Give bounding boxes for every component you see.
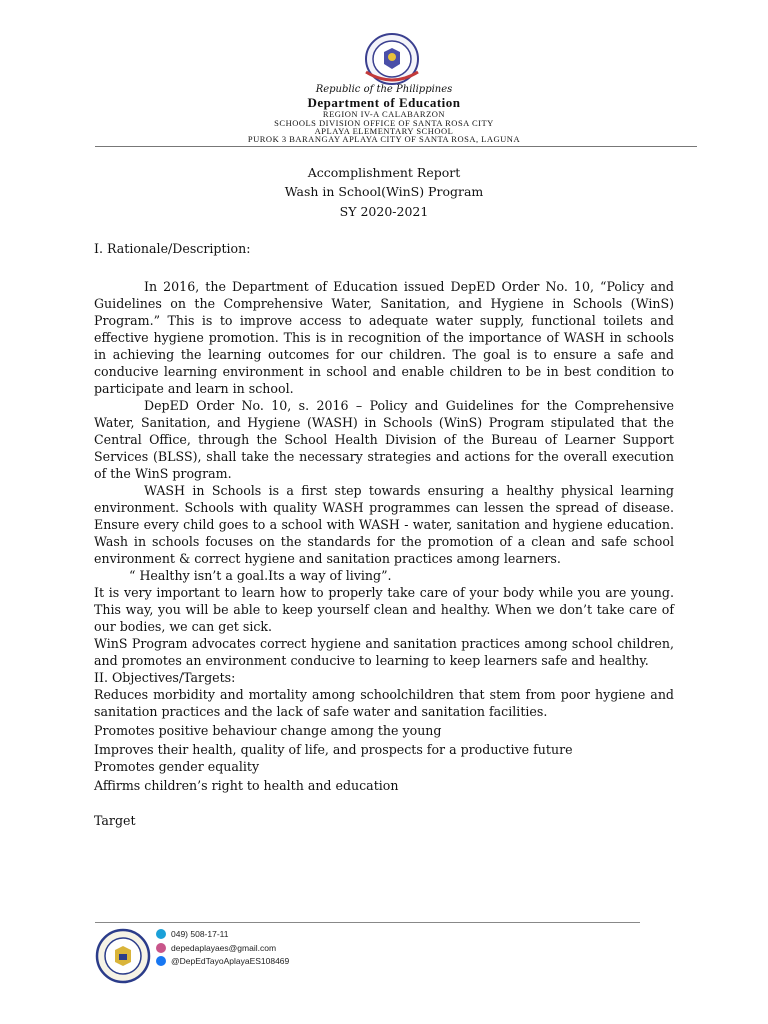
phone-icon: [156, 929, 166, 939]
paragraph-1: In 2016, the Department of Education issued DepED Order No. 10, “Policy and Guidelines on the Comprehensive Water, Sanitation, and Hygiene in Schools (WinS) Program.” This is to improve access to adequate water supply, functional toilets and effective hygiene promotion. This is in recognition of the importance of WASH in schools in achieving the learning outcomes for our children. The goal is to ensure a safe and conducive learning environment in school and enable children to be in best condition to participate and learn in school.: [94, 279, 674, 396]
paragraph-4: It is very important to learn how to properly take care of your body while you are young. This way, you will be able to keep yourself clean and healthy. When we don’t take care of our bodies, we can get sick.: [94, 585, 674, 634]
paragraph-5: WinS Program advocates correct hygiene and sanitation practices among school children, and promotes an environment conducive to learning to keep learners safe and healthy.: [94, 636, 674, 668]
report-title: Accomplishment Report: [307, 165, 461, 180]
header-department: Department of Education: [307, 95, 461, 110]
quote: “ Healthy isn’t a goal.Its a way of living”.: [129, 568, 392, 583]
school-seal-logo: [95, 928, 151, 984]
header-school: APLAYA ELEMENTARY SCHOOL: [314, 126, 454, 136]
contact-phone: [156, 929, 229, 939]
target-label: Target: [94, 813, 136, 828]
paragraph-2: DepED Order No. 10, s. 2016 – Policy and Guidelines for the Comprehensive Water, Sanitation, and Hygiene (WASH) in Schools (WinS) Program stipulated that the Central Office, through the School Health Division of the Bureau of Learner Support Services (BLSS), shall take the necessary strategies and actions for the overall execution of the WinS program.: [94, 398, 674, 481]
rationale-heading: I. Rationale/Description:: [94, 241, 251, 256]
deped-seal-logo: [356, 32, 428, 86]
email-address: depedaplayaes@gmail.com: [171, 943, 277, 953]
facebook-handle: @DepEdTayoAplayaES108469: [171, 956, 290, 966]
objective-item: Promotes positive behaviour change among the young: [94, 723, 442, 738]
phone-number: 049) 508-17-11: [171, 929, 229, 939]
objective-item: Affirms children’s right to health and education: [94, 778, 399, 793]
header-divider: [95, 146, 697, 147]
objective-item: Reduces morbidity and mortality among schoolchildren that stem from poor hygiene and sanitation practices and the lack of safe water and sanitation facilities.: [94, 687, 674, 719]
facebook-icon: [156, 956, 166, 966]
instagram-icon: [156, 943, 166, 953]
header-region: REGION IV-A CALABARZON: [322, 109, 446, 119]
report-school-year: SY 2020-2021: [339, 204, 429, 219]
contact-facebook: [156, 956, 289, 966]
report-program: Wash in School(WinS) Program: [284, 184, 484, 199]
paragraph-3: WASH in Schools is a first step towards ensuring a healthy physical learning environment. Schools with quality WASH programmes can lessen the spread of disease. Ensure every child goes to a school with WASH - water, sanitation and hygiene education. Wash in schools focuses on the standards for the promotion of a clean and safe school environment & correct hygiene and sanitation practices among learners.: [94, 483, 674, 566]
header-division: SCHOOLS DIVISION OFFICE OF SANTA ROSA CITY: [274, 118, 494, 128]
objectives-heading: II. Objectives/Targets:: [94, 670, 236, 685]
footer-divider: [95, 922, 640, 923]
report-body: [94, 240, 674, 829]
header-address: PUROK 3 BARANGAY APLAYA CITY OF SANTA ROSA, LAGUNA: [247, 134, 521, 144]
header-republic: Republic of the Philippines: [315, 84, 453, 95]
contact-email: [156, 943, 276, 953]
objective-item: Improves their health, quality of life, and prospects for a productive future: [94, 742, 573, 757]
objective-item: Promotes gender equality: [94, 759, 260, 774]
